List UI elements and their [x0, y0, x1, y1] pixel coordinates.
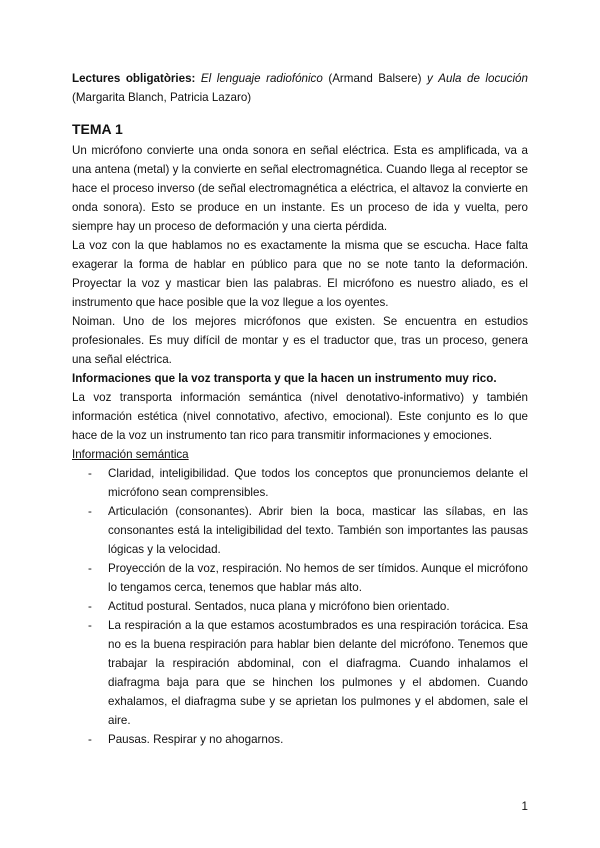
- readings-connector: y: [426, 72, 433, 85]
- list-item: - Pausas. Respirar y no ahogarnos.: [72, 730, 528, 749]
- list-item: - Claridad, inteligibilidad. Que todos los conceptos que pronunciemos delante el micrófono sean comprensibles.: [72, 464, 528, 502]
- subheading: Informaciones que la voz transporta y que la hacen un instrumento muy rico.: [72, 372, 497, 385]
- readings-label: Lectures obligatòries:: [72, 72, 196, 85]
- book-title-1: El lenguaje radiofónico: [200, 72, 323, 85]
- page-content: [72, 69, 528, 749]
- list-item: - Articulación (consonantes). Abrir bien la boca, masticar las sílabas, en las consonantes está la inteligibilidad del texto. También son importantes las pausas lógicas y la velocidad.: [72, 502, 528, 559]
- list-item: - Proyección de la voz, respiración. No hemos de ser tímidos. Aunque el micrófono lo tengamos cerca, tenemos que hablar más alto.: [72, 559, 528, 597]
- paragraph-noiman: Noiman. Uno de los mejores micrófonos que existen. Se encuentra en estudios profesionales. Es muy difícil de montar y es el traductor que, tras un proceso, genera una señal eléctrica.: [72, 315, 528, 366]
- list-item: - La respiración a la que estamos acostumbrados es una respiración torácica. Esa no es la buena respiración para hablar bien delante del micrófono. Tenemos que trabajar la respiración abdominal, con el diafragma. Cuando inhalamos el diafragma baja para que se hinchen los pulmones y el abdomen. Cuando exhalamos, el diafragma sube y se aprietan los pulmones y el abdomen, sale el aire.: [72, 616, 528, 730]
- page-number: 1: [521, 800, 528, 813]
- paragraph-voice: La voz con la que hablamos no es exactamente la misma que se escucha. Hace falta exagerar la forma de hablar en público para que no se note tanto la deformación. Proyectar la voz y masticar bien las palabras. El micrófono es nuestro aliado, es el instrumento que hace posible que la voz llegue a los oyentes.: [72, 239, 528, 309]
- section-heading: TEMA 1: [72, 121, 123, 137]
- book-author-1: (Armand Balsere): [328, 72, 422, 85]
- paragraph-voice-information: La voz transporta información semántica (nivel denotativo-informativo) y también información estética (nivel connotativo, afectivo, emocional). Este conjunto es lo que hace de la voz un instrumento tan rico para transmitir informaciones y emociones.: [72, 391, 528, 442]
- book-title-2: Aula de locución: [438, 72, 528, 85]
- paragraph-microphone: Un micrófono convierte una onda sonora en señal eléctrica. Esta es amplificada, va a una antena (metal) y la convierte en señal electromagnética. Cuando llega al receptor se hace el proceso inverso (de señal electromagnética a eléctrica, el altavoz la convierte en onda sonora). Esto se produce en un instante. Es un proceso de ida y vuelta, pero siempre hay un proceso de deformación y una cierta pérdida.: [72, 144, 528, 233]
- list-title: Información semántica: [72, 448, 189, 461]
- book-author-2: (Margarita Blanch, Patricia Lazaro): [72, 91, 252, 104]
- list-item: - Actitud postural. Sentados, nuca plana y micrófono bien orientado.: [72, 597, 528, 616]
- semantic-info-list: [72, 464, 528, 749]
- required-readings: [72, 69, 528, 107]
